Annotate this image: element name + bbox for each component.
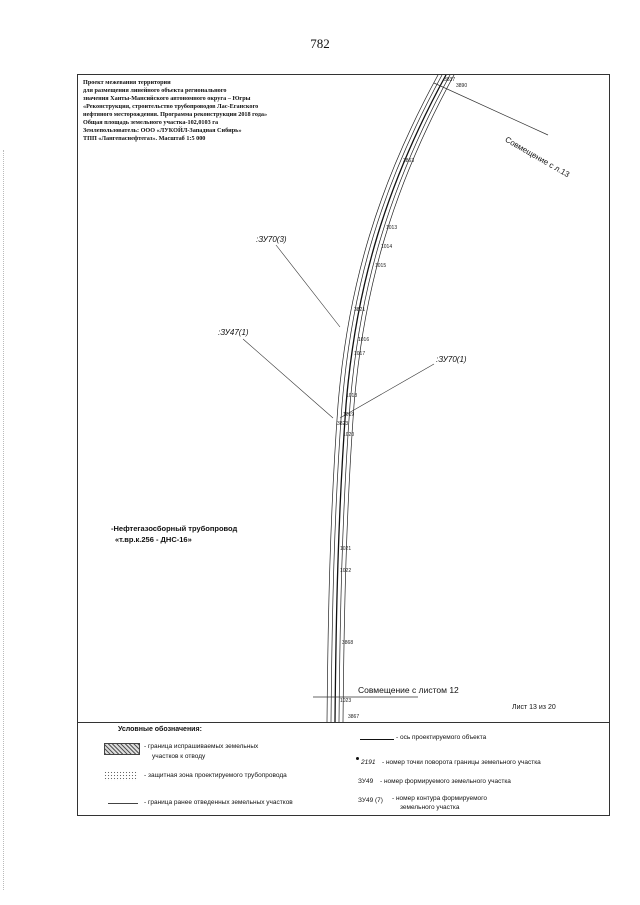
point-label: 3837 <box>444 77 456 83</box>
legend-turn-point-number: 2191 <box>361 759 376 766</box>
axis-symbol <box>360 739 394 740</box>
legend <box>78 722 609 816</box>
legend-zu: - номер формируемого земельного участка <box>380 778 511 785</box>
point-label: 1019 <box>343 412 355 418</box>
point-label: 1016 <box>358 337 370 343</box>
legend-turn-point: - номер точки поворота границы земельного участка <box>382 759 541 766</box>
title-line: Землепользователь: ООО «ЛУКОЙЛ-Западная Сибирь» <box>83 127 242 134</box>
point-label: 1018 <box>346 393 358 399</box>
title-line: значения Ханты-Мансийского автономного округа – Югры <box>83 95 251 102</box>
scan-edge-line <box>3 150 4 890</box>
requested-boundary-symbol <box>104 743 140 755</box>
title-line: Проект межевания территории <box>83 79 171 86</box>
point-label: 3823 <box>337 421 349 427</box>
point-label: 3863 <box>403 158 415 164</box>
page-number: 782 <box>310 36 330 51</box>
pipeline-name-line: -Нефтегазосборный трубопровод <box>111 524 238 533</box>
point-label: 3890 <box>456 83 468 89</box>
title-line: «Реконструкция, строительство трубопроводов Лас-Еганского <box>83 103 259 110</box>
point-label: 1017 <box>354 351 366 357</box>
point-label: 3868 <box>342 640 354 646</box>
legend-protective: - защитная зона проектируемого трубопровода <box>144 772 287 779</box>
title-block <box>83 79 323 143</box>
point-label: 3821 <box>354 307 366 313</box>
point-label: 1014 <box>381 244 393 250</box>
point-label: 1022 <box>340 568 352 574</box>
match-line-label-sheet-13: Совмещение с л.13 <box>503 135 572 180</box>
previous-boundary-symbol <box>108 803 138 804</box>
sheet-number: Лист 13 из 20 <box>512 704 556 711</box>
title-line: Общая площадь земельного участка-102,0103 га <box>83 119 219 126</box>
map-sheet <box>77 74 610 816</box>
legend-contour: - номер контура формируемого <box>392 795 488 802</box>
pipeline-name <box>111 523 237 545</box>
turn-point-symbol <box>356 757 359 760</box>
map-area <box>78 75 609 722</box>
legend-axis: - ось проектируемого объекта <box>396 734 487 741</box>
map-drawing <box>78 75 609 722</box>
contour-label-zu70-3: :ЗУ70(3) <box>256 235 287 244</box>
protective-zone-symbol <box>104 771 138 781</box>
title-line: для размещения линейного объекта регионального <box>83 87 227 94</box>
contour-label-zu70-1: :ЗУ70(1) <box>436 355 467 364</box>
point-label: 1015 <box>375 263 387 269</box>
contour-label-zu47-1: :ЗУ47(1) <box>218 328 249 337</box>
legend-zu-number: ЗУ49 <box>358 778 374 785</box>
point-label: 1020 <box>343 432 355 438</box>
point-label: 1013 <box>386 225 398 231</box>
match-line-label-sheet-12: Совмещение с листом 12 <box>358 685 459 695</box>
legend-requested: - граница испрашиваемых земельных <box>144 743 259 750</box>
legend-title: Условные обозначения: <box>118 726 202 733</box>
point-label: 3867 <box>348 714 360 720</box>
point-label: 1021 <box>340 546 352 552</box>
pipeline-name-line: «т.вр.к.256 - ДНС-16» <box>115 535 192 544</box>
title-line: ТПП «Лангепаснефтегаз». Масштаб 1:5 000 <box>83 135 206 142</box>
legend-requested-cont: участков к отводу <box>152 753 206 760</box>
title-line: нефтяного месторождения. Программа реконструкции 2018 года» <box>83 111 268 118</box>
point-label: 1023 <box>340 698 352 704</box>
legend-contour-cont: земельного участка <box>400 804 460 811</box>
legend-contour-number: ЗУ49 (7) <box>358 797 383 804</box>
legend-previous: - граница ранее отведенных земельных участков <box>144 799 293 806</box>
